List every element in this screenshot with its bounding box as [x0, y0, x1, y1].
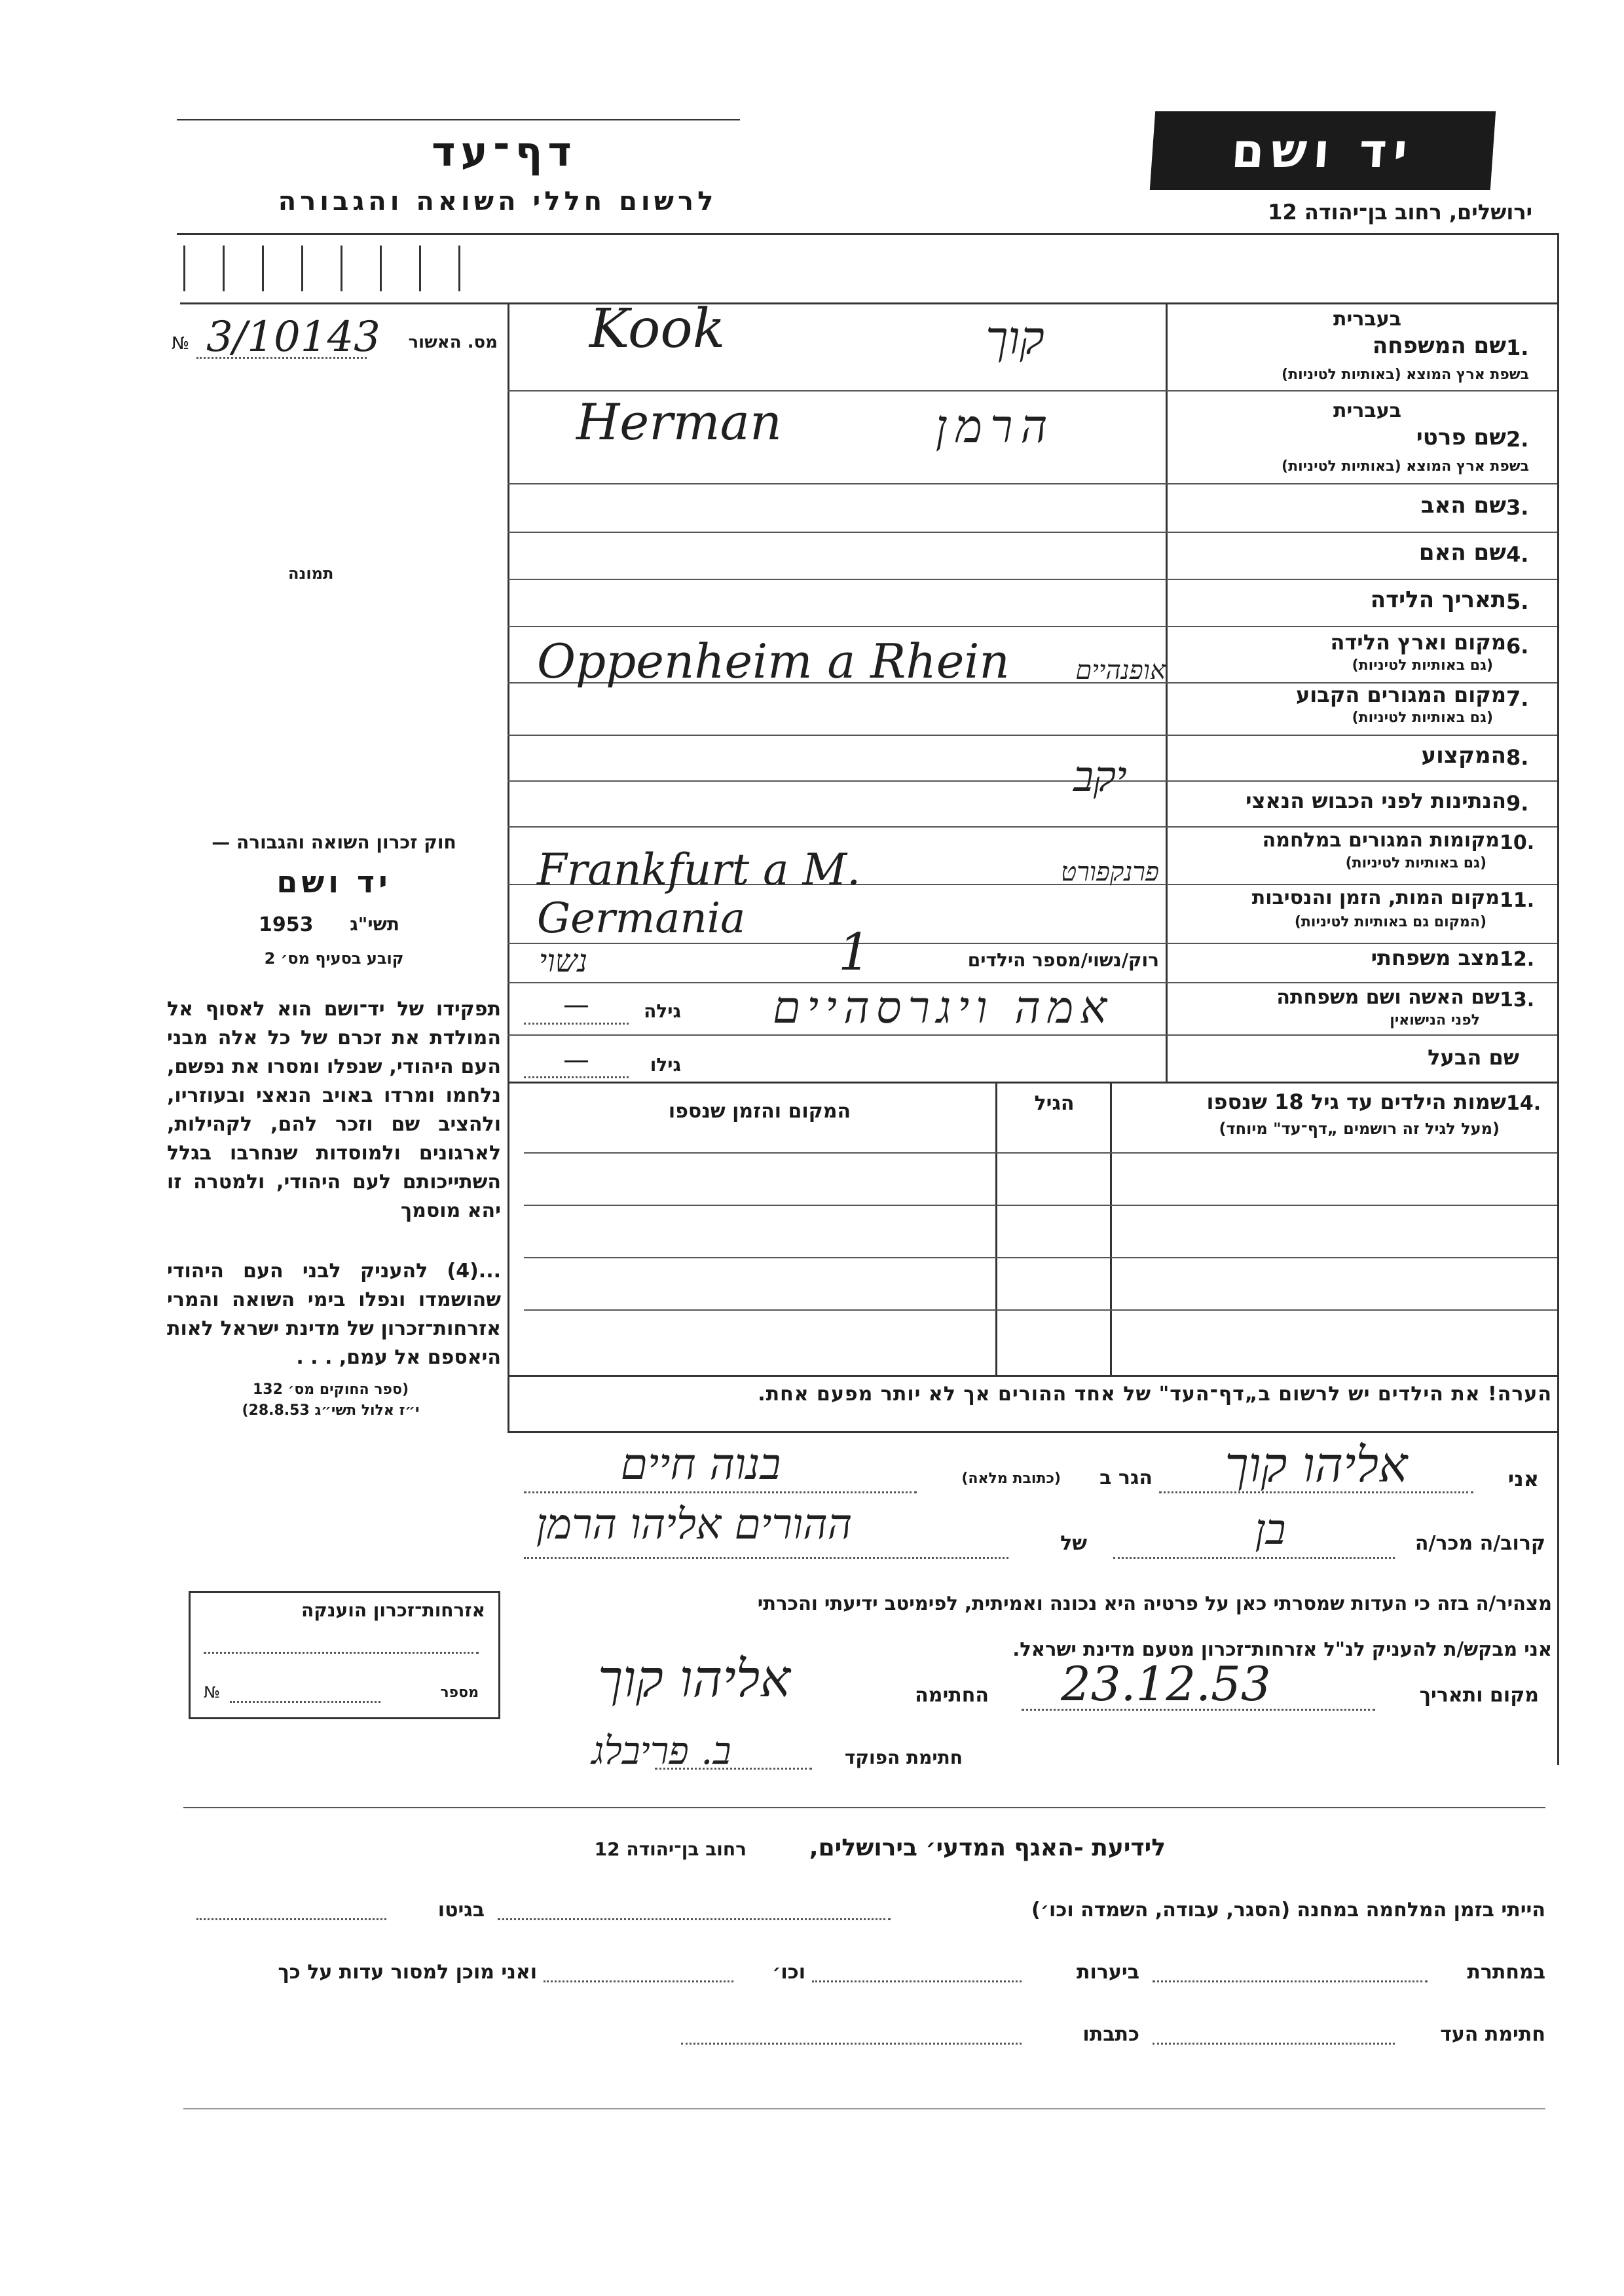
field-label: שם האם [1418, 539, 1506, 566]
decl-of-label: של [1060, 1532, 1087, 1555]
registration-number-prefix: № [172, 334, 190, 354]
field-number: 9. [1506, 791, 1529, 816]
death-place-latin[interactable]: Germania [537, 894, 746, 943]
law-clause: קובע בסעיף מס׳ 2 [264, 949, 404, 968]
children-count-value[interactable]: 1 [838, 923, 871, 982]
honor-box-title: אזרחות־זכרון הוענקה [301, 1599, 485, 1621]
field-label: שם המשפחה [1372, 333, 1506, 359]
field-label: שם האב [1420, 492, 1506, 519]
column-age: הגיל [1034, 1092, 1075, 1115]
column-children-names-note: (מעל לגיל זה רושמים „דף־עד" מיוחד) [1219, 1120, 1500, 1138]
decl-place-date-label: מקום ותאריך [1419, 1684, 1539, 1707]
family-name-latin[interactable]: Kook [589, 298, 726, 360]
field-sublabel: (המקום גם באותיות לטיניות) [1294, 914, 1486, 930]
field-sublabel: בשפת ארץ המוצא (באותיות לטיניות) [1282, 367, 1529, 383]
official-signature-label: חתימת הפוקד [844, 1747, 963, 1768]
field-label: תאריך הלידה [1370, 587, 1506, 613]
decl-resides-label: הגר ב [1099, 1467, 1153, 1489]
footer-heading: לידיעת -האגף המדעי׳ בירושלים, [809, 1834, 1166, 1861]
field-label: מקום המות, הזמן והנסיבות [1251, 886, 1500, 909]
footer-line-1-end: בגיטו [437, 1899, 485, 1922]
field-number: 12. [1500, 948, 1535, 971]
decl-statement: מצהיר/ה בזה כי העדות שמסרתי כאן על פרטיה היא נכונה ואמיתית, לפימיטב ידיעתי והכרתי [757, 1592, 1552, 1614]
field-sublabel: בשפת ארץ המוצא (באותיות לטיניות) [1282, 458, 1529, 475]
footer-line-1: הייתי בזמן המלחמה במחנה (הסגר, עבודה, השמדה וכו׳) [1031, 1899, 1545, 1922]
field-number: 10. [1500, 831, 1535, 854]
footer-address: כתבתו [1082, 2023, 1139, 2046]
field-label: המקצוע [1421, 742, 1506, 769]
footer-etc: וכו׳ [772, 1961, 805, 1984]
field-sublabel: (גם באותיות לטיניות) [1352, 710, 1493, 726]
wartime-residence-latin[interactable]: Frankfurt a M. [537, 845, 861, 895]
law-org: יד ושם [276, 864, 392, 900]
field-number: 8. [1506, 745, 1529, 770]
field-label: שם האשה ושם משפחתה [1276, 986, 1500, 1009]
field-lang-label: בעברית [1333, 308, 1401, 331]
official-signature-value[interactable]: ב. פריבלג [591, 1728, 731, 1773]
occupation-value[interactable]: יקב [1073, 753, 1127, 801]
honor-box-number-label: מספר [440, 1685, 479, 1701]
wife-name-value[interactable]: אמה ויגרסהיים [772, 982, 1114, 1034]
wife-age-label: גילה [644, 1000, 681, 1022]
decl-signature-value[interactable]: אליהו קוך [597, 1650, 791, 1709]
registration-number-value: 3/10143 [206, 313, 380, 361]
husband-age-value[interactable]: — [563, 1045, 589, 1075]
column-place-time: המקום והזמן שנספו [668, 1100, 851, 1123]
column-children-names: שמות הילדים עד גיל 18 שנספו [1206, 1089, 1506, 1114]
field-label: מקום וארץ הלידה [1330, 630, 1506, 655]
barcode-strip [183, 246, 485, 291]
field-sublabel: לפני הנישואין [1390, 1012, 1480, 1029]
decl-address-note: (כתובת מלאה) [961, 1470, 1061, 1487]
wife-age-value[interactable]: — [563, 990, 589, 1020]
first-name-latin[interactable]: Herman [576, 393, 782, 451]
yad-vashem-logo [1150, 111, 1496, 190]
first-name-hebrew[interactable]: הרמן [935, 399, 1056, 453]
marital-status-label: רוק/נשוי/מספר הילדים [967, 949, 1159, 971]
note-text: הערה! את הילדים יש לרשום ב„דף־העד" של אחד ההורים אך לא יותר מפעם אחת. [758, 1383, 1552, 1406]
footer-heading-address: רחוב בן־יהודה 12 [594, 1838, 747, 1860]
law-text-1: תפקידו של יד־ושם הוא לאסוף אל המולדת את זכרם של כל אלה מבני העם היהודי, שנפלו ומסרו את נפשם, נלחמו ומרדו באויב הנאצי ובעוזריו, ולהציב שם וזכר להם, לקהילות, לארגונים ולמוסדות שנחרבו בגלל השתייכותם לעם היהודי, ולמטרה זו יהא מוסמך [167, 998, 501, 1222]
law-year-hebrew: תשי"ג [350, 913, 399, 935]
wartime-residence-hebrew[interactable]: פרנקפורט [1060, 857, 1159, 887]
field-lang-label: בעברית [1333, 399, 1401, 422]
birth-place-latin[interactable]: Oppenheim a Rhein [537, 634, 1010, 689]
footer-underground: במחתרת [1467, 1961, 1545, 1984]
marital-status-value[interactable]: נשוי [538, 943, 588, 979]
honor-box [189, 1591, 500, 1719]
field-sublabel: (גם באותיות לטיניות) [1352, 657, 1493, 674]
field-number: 5. [1506, 589, 1529, 614]
children-table-number: 14. [1506, 1092, 1541, 1115]
birth-place-hebrew[interactable]: אופנהיים [1075, 655, 1166, 685]
field-label: הנתינות לפני הכבוש הנאצי [1246, 788, 1506, 813]
law-ref-2: י״ז אלול תשי״ג 28.8.53) [242, 1402, 420, 1419]
declarant-of-value[interactable]: ההורים אליהו הרמן [536, 1501, 853, 1549]
registration-number-label: מס. האשור [408, 333, 498, 352]
photo-label: תמונה [288, 564, 334, 583]
law-year: 1953 [259, 913, 314, 936]
field-label: שם פרטי [1416, 424, 1506, 450]
field-number: 2. [1506, 427, 1529, 452]
field-number: 13. [1500, 989, 1535, 1011]
decl-relation-label: קרוב/ה מכר/ה [1414, 1532, 1545, 1555]
address: ירושלים, רחוב בן־יהודה 12 [1268, 200, 1532, 225]
family-name-hebrew[interactable]: קוך [986, 311, 1044, 365]
field-number: 7. [1506, 686, 1529, 711]
field-number: 6. [1506, 634, 1529, 659]
decl-request: אני מבקש/ת להעניק לנ"ל אזרחות־זכרון מטעם מדינת ישראל. [1012, 1638, 1552, 1660]
field-number: 11. [1500, 889, 1535, 912]
honor-box-number-symbol: № [204, 1683, 220, 1702]
field-label: מצב משפחתי [1371, 945, 1500, 970]
declarant-address[interactable]: בנוה חיים [620, 1439, 781, 1489]
field-label: שם הבעל [1428, 1045, 1519, 1070]
field-label: מקומות המגורים במלחמה [1262, 829, 1500, 852]
logo-text: יד ושם [1230, 123, 1416, 178]
field-number: 3. [1506, 495, 1529, 520]
decl-signature-label: החתימה [915, 1684, 989, 1707]
declarant-relation[interactable]: בן [1255, 1506, 1286, 1554]
footer-forests: ביערות [1077, 1961, 1139, 1984]
field-number: 1. [1506, 335, 1529, 360]
footer-testify: ואני מוכן למסור עדות על כך [278, 1961, 537, 1984]
field-number: 4. [1506, 542, 1529, 567]
decl-date-value[interactable]: 23.12.53 [1061, 1656, 1271, 1711]
form-subtitle: לרשום חללי השואה והגבורה [278, 187, 718, 217]
decl-i-label: אני [1507, 1467, 1539, 1491]
form-title: דף־עד [432, 128, 577, 175]
law-ref-1: (ספר החוקים מס׳ 132 [252, 1381, 409, 1398]
field-sublabel: (גם באותיות לטיניות) [1345, 855, 1486, 871]
field-label: מקום המגורים הקבוע [1295, 682, 1506, 707]
law-heading: חוק זכרון השואה והגבורה — [212, 831, 456, 853]
footer-witness-signature: חתימת העד [1440, 2023, 1545, 2046]
law-text-2: ...(4) להעניק לבני העם היהודי שהושמדו ונפלו בימי השואה והמרי אזרחות־זכרון של מדינת ישראל לאות היאספם אל עמם, . . . [167, 1260, 501, 1369]
husband-age-label: גילו [650, 1054, 681, 1076]
declarant-name[interactable]: אליהו קוך [1225, 1437, 1408, 1493]
